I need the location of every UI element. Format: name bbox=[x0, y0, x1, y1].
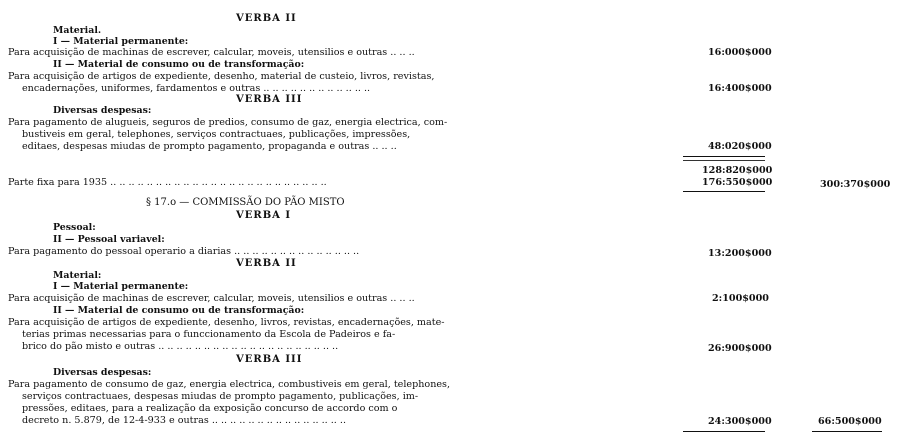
material-permanente-b-heading: I — Material permanente: bbox=[53, 281, 189, 292]
material-permanente-b-line: Para acquisição de machinas de escrever, calcular, moveis, utensilios e outras .. .. .. bbox=[8, 293, 415, 304]
final-total-rule bbox=[812, 431, 882, 432]
pessoal-variavel-heading: II — Pessoal variavel: bbox=[53, 234, 165, 245]
pessoal-heading: Pessoal: bbox=[53, 222, 96, 233]
diversas-despesas-b-line-2: serviços contractuaes, despesas miudas de prompto pagamento, publicações, im- bbox=[22, 391, 419, 402]
material-consumo-b-line-1: Para acquisição de artigos de expediente, desenho, livros, revistas, encadernações, mate- bbox=[8, 317, 445, 328]
material-permanente-heading: I — Material permanente: bbox=[53, 36, 189, 47]
verba-ii-heading: VERBA II bbox=[236, 13, 297, 24]
material-consumo-b-heading: II — Material de consumo ou de transformação: bbox=[53, 305, 305, 316]
material-consumo-heading: II — Material de consumo ou de transformação: bbox=[53, 59, 305, 70]
parte-fixa-line: Parte fixa para 1935 .. .. .. .. .. .. .. .. .. .. .. .. .. .. .. .. .. .. .. .. .. .. .. .. bbox=[8, 177, 327, 188]
verba-ii-b-heading: VERBA II bbox=[236, 258, 297, 269]
subtotal-rule bbox=[683, 156, 765, 157]
subtotal-amount: 128:820$000 bbox=[702, 165, 773, 176]
subtotal-rule-2 bbox=[683, 160, 765, 161]
material-consumo-line-2: encadernações, uniformes, fardamentos e outras .. .. .. .. .. .. .. .. .. .. .. .. bbox=[22, 83, 371, 94]
diversas-despesas-b-amount: 24:300$000 bbox=[708, 416, 772, 427]
material-consumo-line-1: Para acquisição de artigos de expediente, desenho, material de custeio, livros, revistas, bbox=[8, 71, 435, 82]
material-permanente-amount: 16:000$000 bbox=[708, 47, 772, 58]
diversas-despesas-b-line-1: Para pagamento de consumo de gaz, energia electrica, combustiveis em geral, telephones, bbox=[8, 379, 451, 390]
verba-iii-heading: VERBA III bbox=[236, 94, 303, 105]
section-title: § 17.o — COMMISSÃO DO PÃO MISTO bbox=[146, 197, 345, 208]
grand-total-amount: 300:370$000 bbox=[820, 179, 891, 190]
final-rule bbox=[683, 431, 765, 432]
pessoal-amount: 13:200$000 bbox=[708, 248, 772, 259]
material-consumo-b-line-3: brico do pão misto e outras .. .. .. .. .. .. .. .. .. .. .. .. .. .. .. .. .. .. .. .. bbox=[22, 341, 339, 352]
diversas-despesas-b-line-3: pressões, editaes, para a realização da exposição concurso de accordo com o bbox=[22, 403, 398, 414]
material-consumo-b-line-2: terias primas necessarias para o funccionamento da Escola de Padeiros e fa- bbox=[22, 329, 396, 340]
diversas-despesas-line-2: bustiveis em geral, telephones, serviços contractuaes, publicações, impressões, bbox=[22, 129, 411, 140]
material-permanente-line: Para acquisição de machinas de escrever, calcular, moveis, utensilios e outras .. .. .. bbox=[8, 47, 415, 58]
diversas-despesas-b-line-4: decreto n. 5.879, de 12-4-933 e outras .. .. .. .. .. .. .. .. .. .. .. .. .. .. .. bbox=[22, 415, 346, 426]
parte-fixa-amount: 176:550$000 bbox=[702, 177, 773, 188]
material-heading: Material. bbox=[53, 25, 102, 36]
verba-iii-b-heading: VERBA III bbox=[236, 354, 303, 365]
diversas-despesas-heading: Diversas despesas: bbox=[53, 105, 152, 116]
diversas-despesas-line-1: Para pagamento de alugueis, seguros de predios, consumo de gaz, energia electrica, com- bbox=[8, 117, 448, 128]
material-consumo-b-amount: 26:900$000 bbox=[708, 343, 772, 354]
pessoal-line: Para pagamento do pessoal operario a diarias .. .. .. .. .. .. .. .. .. .. .. .. .. .. bbox=[8, 246, 360, 257]
parte-fixa-rule bbox=[683, 191, 765, 192]
diversas-despesas-amount: 48:020$000 bbox=[708, 141, 772, 152]
material-consumo-amount: 16:400$000 bbox=[708, 83, 772, 94]
material-permanente-b-amount: 2:100$000 bbox=[712, 293, 769, 304]
total-b-amount: 66:500$000 bbox=[818, 416, 882, 427]
diversas-despesas-b-heading: Diversas despesas: bbox=[53, 367, 152, 378]
diversas-despesas-line-3: editaes, despesas miudas de prompto pagamento, propaganda e outras .. .. .. bbox=[22, 141, 397, 152]
material-b-heading: Material: bbox=[53, 270, 102, 281]
verba-i-heading: VERBA I bbox=[236, 210, 292, 221]
